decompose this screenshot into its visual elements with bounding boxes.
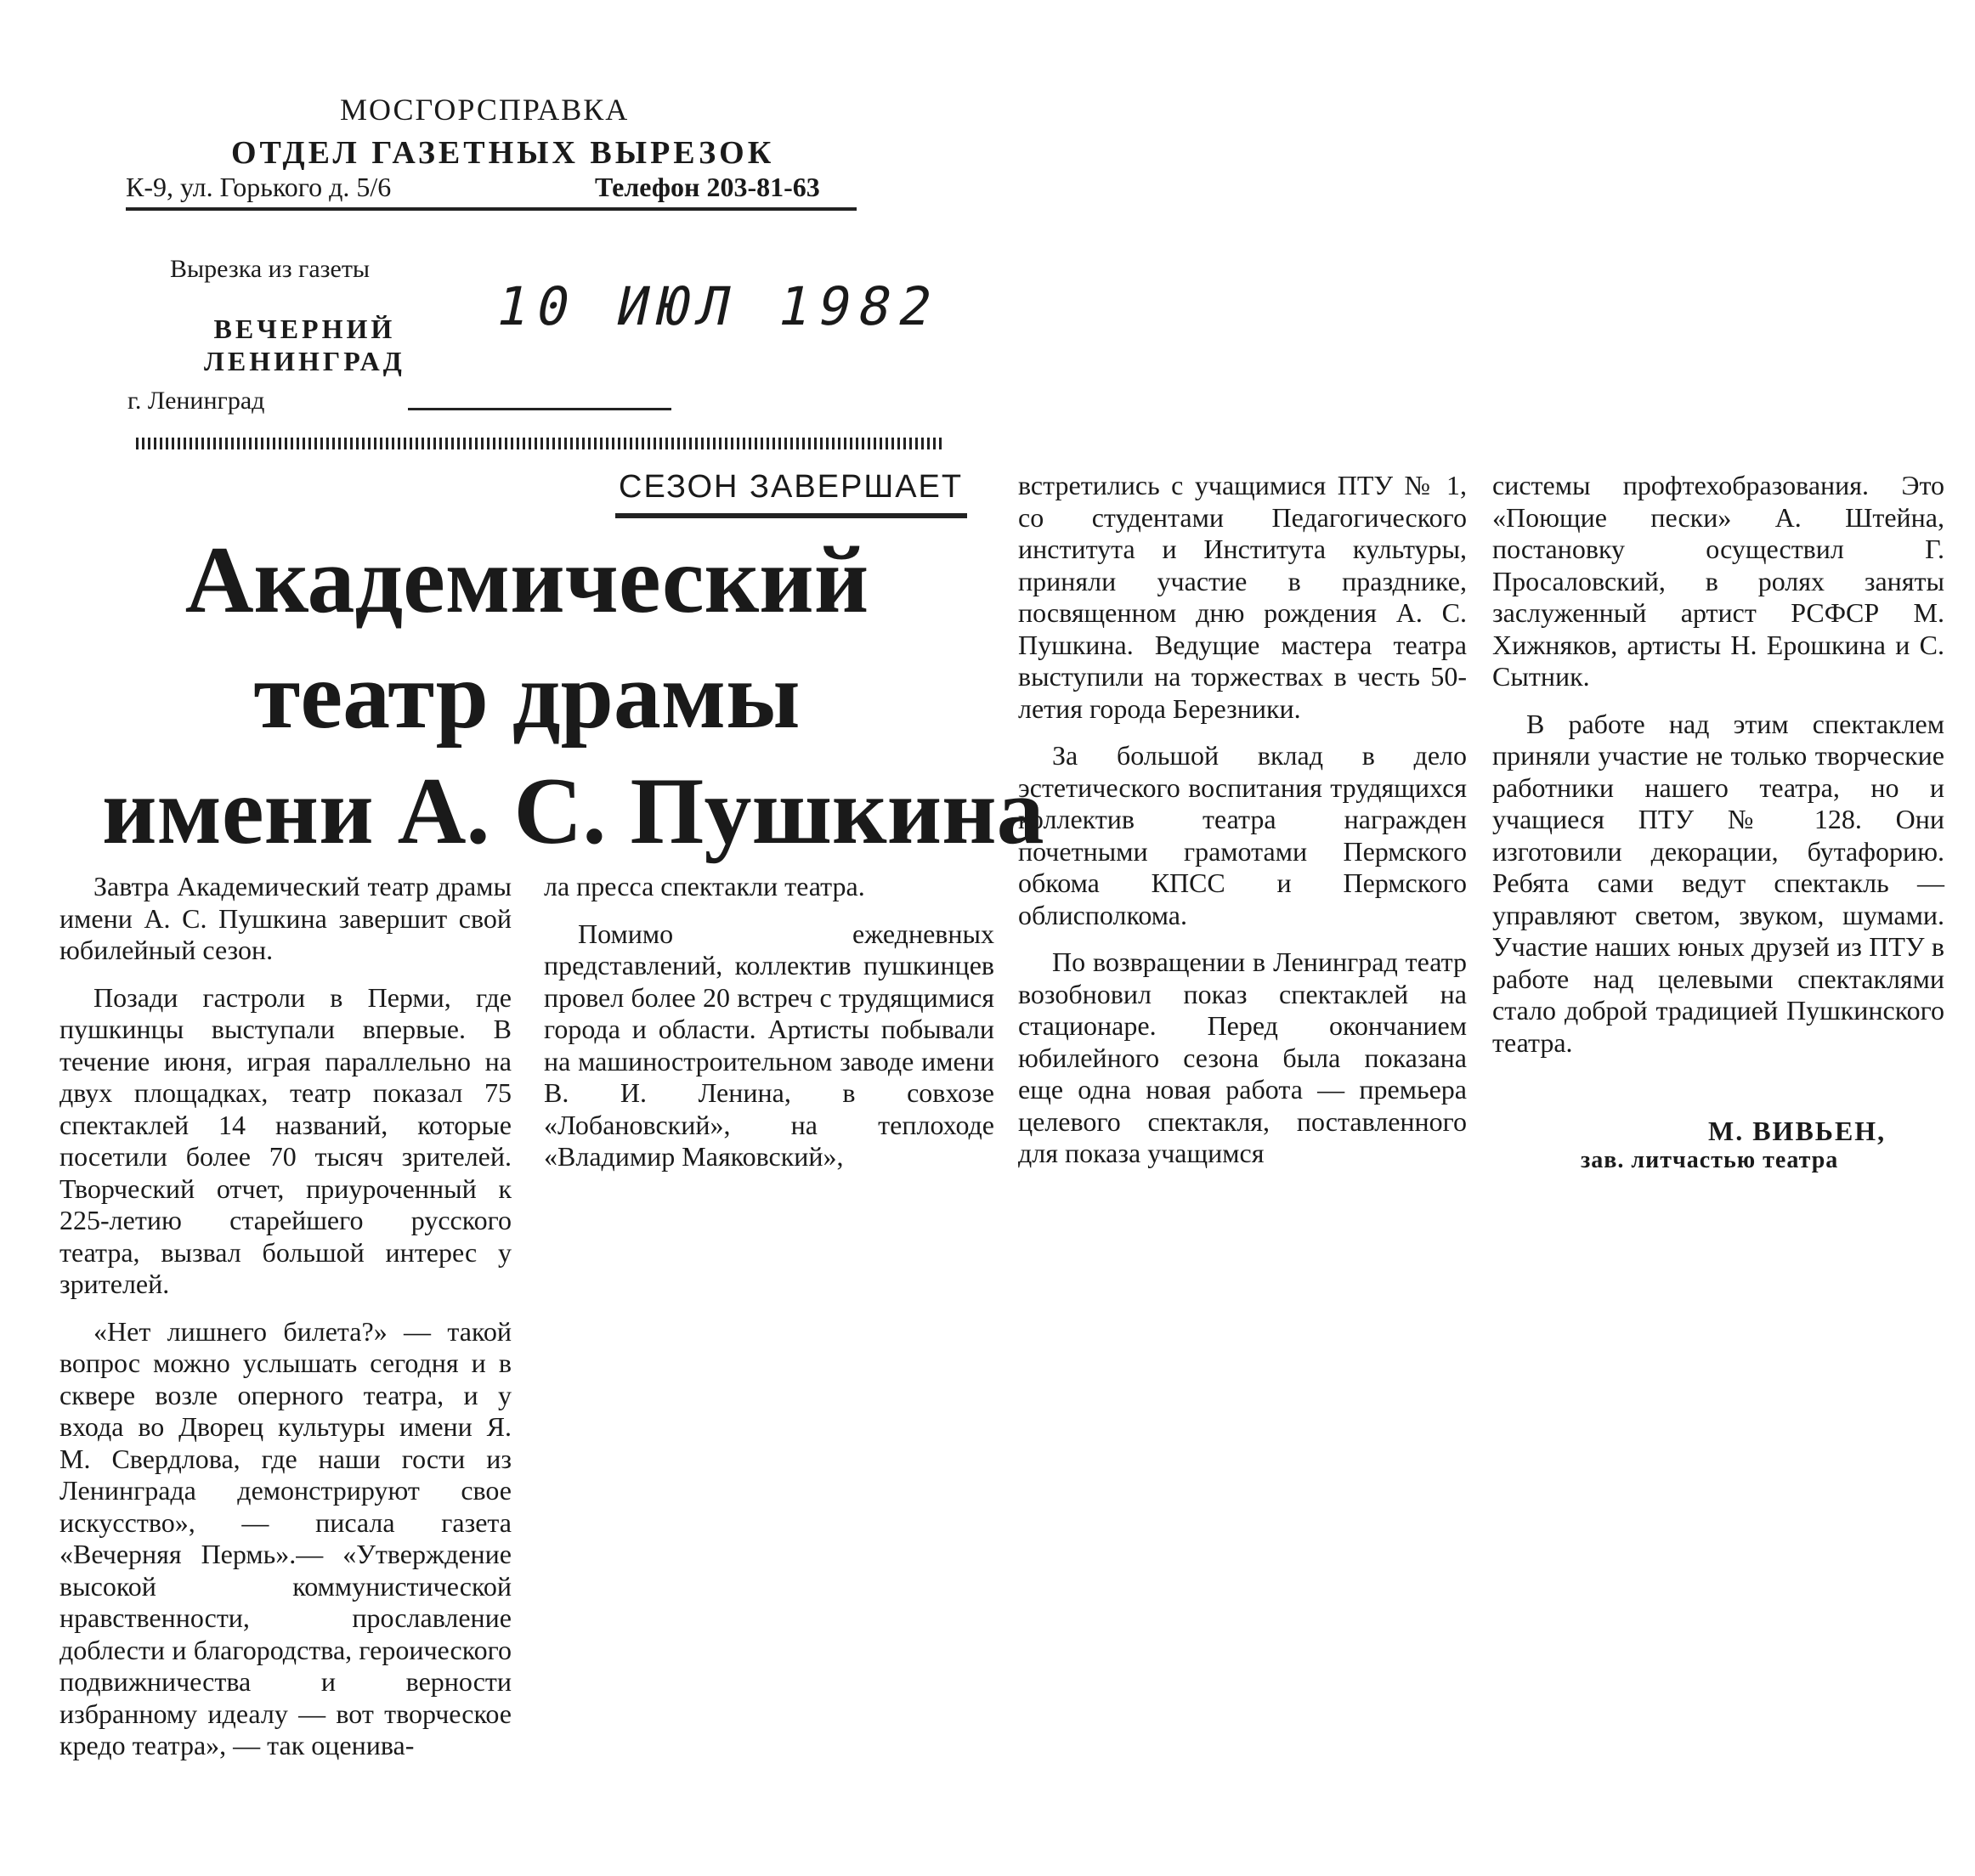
perforation-line	[136, 438, 943, 449]
paragraph: Позади гастроли в Перми, где пушкинцы выступали впервые. В течение июня, играя параллельно на двух площадках, театр показал 75 спектаклей 14 названий, которые посетили более 70 тысяч зрителей. Творческий отчет, приуроченный к 225-летию старейшего русского театра, вызвал большой интерес у зрителей.	[59, 981, 512, 1299]
paragraph: Завтра Академический театр драмы имени А. С. Пушкина завершит свой юбилейный сезон.	[59, 871, 512, 965]
agency-title: МОСГОРСПРАВКА	[340, 93, 630, 127]
department-name: ОТДЕЛ ГАЗЕТНЫХ ВЫРЕЗОК	[231, 135, 775, 171]
city-label: г. Ленинград	[127, 387, 265, 415]
headline-line1: Академический	[184, 528, 869, 633]
agency-phone: Телефон 203-81-63	[595, 172, 820, 202]
article-column-4	[1492, 470, 1944, 1074]
paragraph: В работе над этим спектаклем приняли участие не только творческие работники нашего театра, но и учащиеся ПТУ № 128. Они изготовили декорации, бутафорию. Ребята сами ведут спектакль — управляют светом, звуком, шумами. Участие наших юных друзей из ПТУ в работе над целевыми спектаклями стало доброй традицией Пушкинского театра.	[1492, 708, 1944, 1058]
headline-line2: театр драмы	[253, 643, 801, 749]
paragraph: ла пресса спектакли театра.	[544, 871, 865, 901]
paragraph: За большой вклад в дело эстетического воспитания трудящихся коллектив театра награжден почетными грамотами Пермского обкома КПСС и Пермского облисполкома.	[1018, 740, 1467, 930]
paragraph: Помимо ежедневных представлений, коллектив пушкинцев провел более 20 встреч с трудящимися города и области. Артисты побывали на машиностроительном заводе имени В. И. Ленина, в совхозе «Лобановский», на теплоходе «Владимир Маяковский»,	[544, 918, 994, 1172]
city-underline	[408, 408, 671, 410]
headline-line3: имени А. С. Пушкина	[102, 759, 1044, 864]
newspaper-name-line2: ЛЕНИНГРАД	[204, 346, 405, 376]
rubric-underline	[615, 513, 967, 518]
stamp-divider	[126, 207, 857, 211]
newspaper-name	[204, 313, 405, 377]
article-column-1	[59, 871, 512, 1777]
paragraph: встретились с учащимися ПТУ № 1, со студентами Педагогического института и Института культуры, приняли участие в празднике, посвященном дню рождения А. С. Пушкина. Ведущие мастера театра выступили на торжествах в честь 50-летия города Березники.	[1018, 470, 1467, 724]
article-column-2	[544, 871, 994, 1189]
headline	[102, 523, 1044, 869]
paragraph: системы профтехобразования. Это «Поющие пески» А. Штейна, постановку осуществил Г. Просаловский, в ролях заняты заслуженный артист РСФСР М. Хижняков, артисты Н. Ерошкина и С. Сытник.	[1492, 470, 1944, 692]
paragraph: «Нет лишнего билета?» — такой вопрос можно услышать сегодня и в сквере возле оперного театра, и у входа во Дворец культуры имени Я. М. Свердлова, где наши гости из Ленинграда демонстрируют свое искусство», — писала газета «Вечерняя Пермь».— «Утверждение высокой коммунистической нравственности, прославление доблести и благородства, героического подвижничества и верности избранному идеалу — вот творческое кредо театра», — так оценива-	[59, 1315, 512, 1760]
author-role: зав. литчастью театра	[1581, 1147, 1839, 1173]
newspaper-name-line1: ВЕЧЕРНИЙ	[213, 314, 396, 344]
clipping-source-label: Вырезка из газеты	[170, 255, 371, 283]
agency-address: К-9, ул. Горького д. 5/6	[126, 172, 392, 202]
author-name: М. ВИВЬЕН,	[1708, 1116, 1887, 1146]
rubric: СЕЗОН ЗАВЕРШАЕТ	[619, 469, 964, 505]
date-stamp: 10 ИЮЛ 1982	[490, 275, 947, 337]
paragraph: По возвращении в Ленинград театр возобновил показ спектаклей на стационаре. Перед окончанием юбилейного сезона была показана еще одна новая работа — премьера целевого спектакля, поставленного для показа учащимся	[1018, 946, 1467, 1168]
article-column-3	[1018, 470, 1467, 1185]
